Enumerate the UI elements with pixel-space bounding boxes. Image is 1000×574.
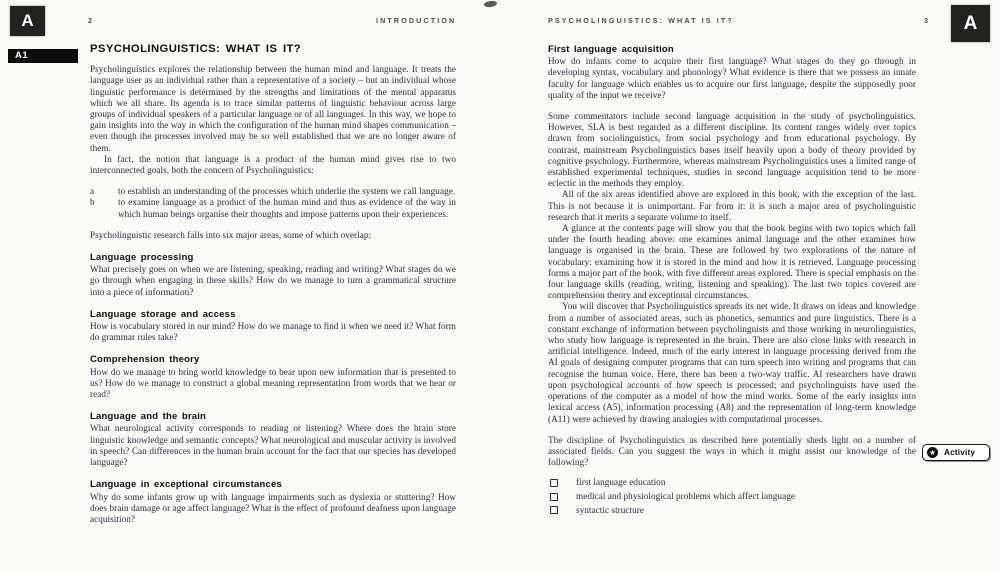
section-heading-language-processing: Language processing bbox=[90, 252, 194, 264]
section-body-language-processing: What precisely goes on when we are listening, speaking, reading and writing? What stages do we go through when engaging in these skills? How do we manage to turn a grammatical structure into a piece of information? bbox=[90, 264, 456, 297]
checklist-item bbox=[548, 491, 916, 502]
section-a-badge-left: A bbox=[10, 6, 45, 36]
goal-text-b: to examine language as a product of the human mind and thus as evidence of the way in which human beings organise their thoughts and impose patterns upon their experiences. bbox=[118, 197, 456, 219]
section-body-language-and-brain: What neurological activity corresponds to reading or listening? Where does the brain store linguistic knowledge and semantic concepts? What neurological and muscular activity is involved in speech? Can differences in the human brain account for the fact that our species has developed language? bbox=[90, 423, 456, 468]
paragraph-six-areas: All of the six areas identified above are explored in this book, with the exception of the last. This is not because it is unimportant. Far from it: it is such a major area of psycholinguistic research that it merits a separate volume to itself. bbox=[548, 189, 916, 222]
goal-marker-b: b bbox=[90, 197, 95, 208]
page-number-right: 3 bbox=[924, 16, 931, 25]
section-heading-first-language-acquisition: First language acquisition bbox=[548, 44, 674, 55]
checklist-item-label: syntactic structure bbox=[576, 504, 645, 515]
paragraph-associated-areas: You will discover that Psycholinguistics spreads its net wide. It draws on ideas and knowledge from a number of associated areas, such as phonetics, semantics and pure linguistics. There is a constant exchange of information between psycholinguists and those working in neurolinguistics, who study how language is represented in the brain. There are also close links with research in artificial intelligence. Indeed, much of the early interest in language processing derived from the AI goals of designing computer programs that can turn speech into writing and programs that can recognise the human voice. Here, there has been a two-way traffic. AI researchers have drawn upon psychological accounts of how speech is processed; and psycholinguists have used the operations of the computer as a model of how the mind works. Some of the early insights into lexical access (A5), information processing (A8) and the representation of long-term knowledge (A11) were achieved by drawing analogies with computational processes. bbox=[548, 301, 916, 424]
goal-text-a: to establish an understanding of the processes which underlie the system we call language. bbox=[118, 186, 456, 197]
page-left-content bbox=[90, 44, 456, 525]
scan-ink-smudge bbox=[484, 0, 498, 8]
checklist-item bbox=[548, 505, 916, 516]
activity-label: Activity bbox=[944, 448, 976, 457]
section-body-comprehension-theory: How do we manage to bring world knowledge to bear upon new information that is presented to us? How do we manage to construct a global meaning representation from words that we hear or read? bbox=[90, 366, 456, 400]
section-heading-language-storage: Language storage and access bbox=[90, 308, 236, 320]
unit-label-a1: A1 bbox=[8, 49, 78, 63]
activity-badge bbox=[922, 444, 990, 461]
page-right-content bbox=[548, 44, 916, 516]
running-head-right: PSYCHOLINGUISTICS: WHAT IS IT? bbox=[548, 16, 734, 25]
checklist-item-label: first language education bbox=[576, 477, 666, 488]
checkbox-icon bbox=[550, 493, 558, 501]
paragraph-sla: Some commentators include second language acquisition in the study of psycholinguistics. However, SLA is best regarded as a different discipline. Its content ranges widely over topics drawn from sociolinguistics, from social psychology and from educational psychology. By contrast, mainstream Psycholinguistics bases itself heavily upon a body of theory provided by cognitive psychology. Furthermore, whereas mainstream Psycholinguistics uses a limited range of established experimental techniques, studies in second language acquisition tend to be more eclectic in the methods they employ. bbox=[548, 111, 916, 189]
section-heading-comprehension-theory: Comprehension theory bbox=[90, 354, 200, 366]
section-body-first-language-acquisition: How do infants come to acquire their first language? What stages do they go through in developing syntax, vocabulary and phonology? What evidence is there that we possess an innate faculty for language which enables us to acquire our first language, despite the supposedly poor quality of the input we receive? bbox=[548, 56, 916, 100]
page-number-left: 2 bbox=[88, 16, 95, 25]
activity-intro: The discipline of Psycholinguistics as described here potentially sheds light on a number of associated fields. Can you suggest the ways in which it might assist our knowledge of the following? bbox=[548, 434, 916, 468]
goal-item-b bbox=[90, 197, 456, 219]
section-heading-exceptional-circumstances: Language in exceptional circumstances bbox=[90, 479, 282, 491]
activity-checklist bbox=[548, 477, 916, 516]
page-title: PSYCHOLINGUISTICS: WHAT IS IT? bbox=[90, 43, 302, 55]
checkbox-icon bbox=[550, 506, 558, 514]
section-a-badge-right: A bbox=[951, 5, 990, 42]
running-head-left: INTRODUCTION bbox=[376, 16, 457, 25]
areas-intro: Psycholinguistic research falls into six major areas, some of which overlap: bbox=[90, 229, 372, 240]
intro-paragraph-2: In fact, the notion that language is a product of the human mind gives rise to two interconnected goals, both the concern of Psycholinguistics: bbox=[90, 153, 456, 176]
checklist-item-label: medical and physiological problems which affect language bbox=[576, 491, 795, 502]
star-icon: ★ bbox=[927, 447, 938, 458]
checklist-item bbox=[548, 477, 916, 488]
goal-marker-a: a bbox=[90, 186, 95, 197]
goal-item-a bbox=[90, 186, 456, 197]
section-body-language-storage: How is vocabulary stored in our mind? How do we manage to find it when we need it? What form do grammar rules take? bbox=[90, 321, 456, 343]
section-body-exceptional-circumstances: Why do some infants grow up with language impairments such as dyslexia or stuttering? How does brain damage or age affect language? What is the effect of profound deafness upon language acquisition? bbox=[90, 491, 456, 524]
section-heading-language-and-brain: Language and the brain bbox=[90, 411, 207, 423]
intro-paragraph-1: Psycholinguistics explores the relationship between the human mind and language. It treats the language user as an individual rather than a representative of a society – but an individual whose linguistic performance is determined by the strengths and limitations of the mental apparatus which we all share. Its agenda is to trace similar patterns of linguistic behaviour across large groups of individual speakers of a particular language or of all languages. In this way, we hope to gain insights into the way in which the configuration of the human mind shapes communication – even though the processes involved may be so well established that we are no longer aware of them. bbox=[90, 64, 456, 153]
checkbox-icon bbox=[550, 479, 558, 487]
paragraph-contents-page: A glance at the contents page will show you that the book begins with two topics which fall under the fourth heading above: one examines animal language and the other examines how language is organised in the brain. These are followed by two explorations of the nature of vocabulary: examining how it is stored in the mind and how it is retrieved. Language processing forms a major part of the book, with five different areas explored. There is special emphasis on the four language skills (reading, writing, listening and speaking). The last two topics covered are comprehension theory and exceptional circumstances. bbox=[548, 223, 916, 301]
